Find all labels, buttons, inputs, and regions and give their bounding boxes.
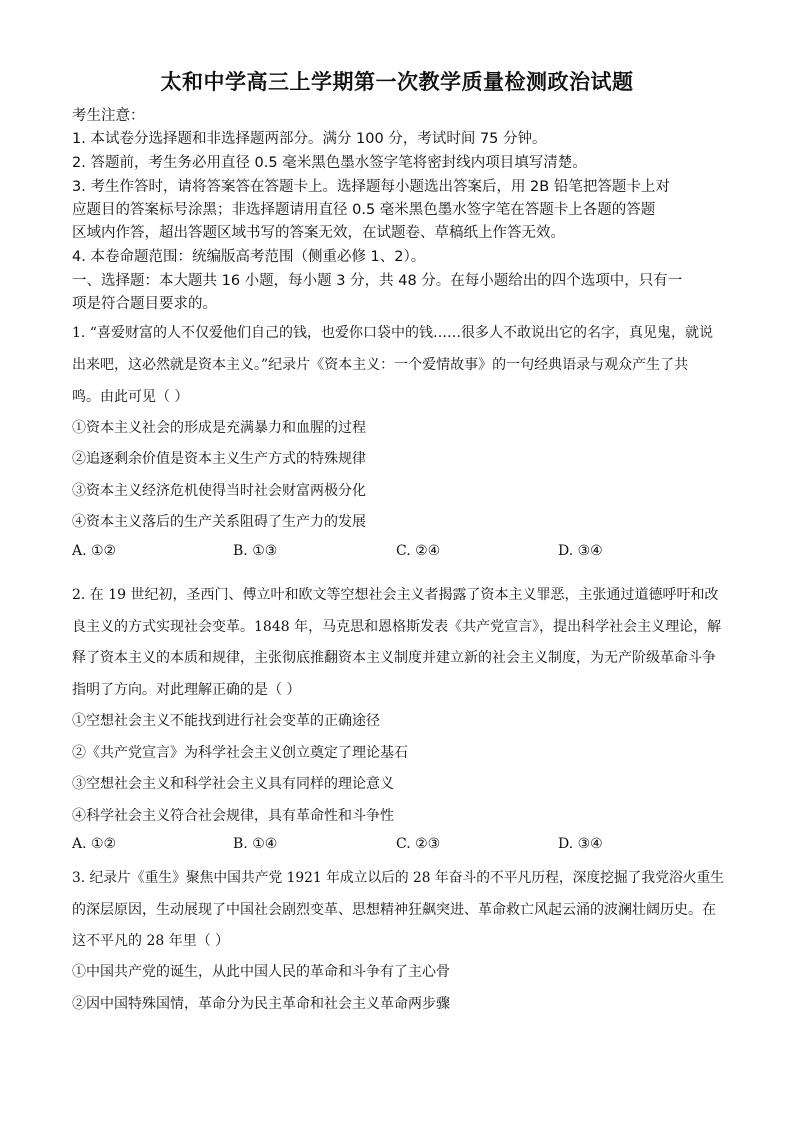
q1-option-d: D. ③④ bbox=[558, 543, 603, 559]
notice-item-3-line-3: 区域内作答，超出答题区域书写的答案无效，在试题卷、草稿纸上作答无效。 bbox=[72, 225, 565, 241]
q1-statement-3: ③资本主义经济危机使得当时社会财富两极分化 bbox=[72, 483, 366, 499]
section-heading-line-1: 一、选择题：本大题共 16 小题，每小题 3 分，共 48 分。在每小题给出的四个选项中，只有一 bbox=[72, 273, 683, 289]
q2-option-c: C. ②③ bbox=[396, 836, 441, 852]
notice-heading: 考生注意： bbox=[72, 108, 145, 124]
q2-stem-line-4: 指明了方向。对此理解正确的是（ ） bbox=[72, 682, 301, 698]
q2-stem-line-2: 良主义的方式实现社会变革。1848 年，马克思和恩格斯发表《共产党宣言》，提出科学社会主义理论，解 bbox=[72, 619, 722, 635]
q1-stem-line-1: 1. “喜爱财富的人不仅爱他们自己的钱，也爱你口袋中的钱……很多人不敢说出它的名字，真见鬼，就说 bbox=[72, 325, 713, 341]
q2-statement-4: ④科学社会主义符合社会规律，具有革命性和斗争性 bbox=[72, 808, 394, 824]
q3-stem-line-2: 的深层原因，生动展现了中国社会剧烈变革、思想精神狂飙突进、革命救亡风起云涌的波澜壮阔历史。在 bbox=[72, 902, 716, 918]
q2-stem-line-1: 2. 在 19 世纪初，圣西门、傅立叶和欧文等空想社会主义者揭露了资本主义罪恶，主张通过道德呼吁和改 bbox=[72, 587, 719, 603]
notice-item-3-line-1: 3. 考生作答时，请将答案答在答题卡上。选择题每小题选出答案后，用 2B 铅笔把答题卡上对 bbox=[72, 179, 670, 195]
q1-stem-line-3: 鸣。由此可见（ ） bbox=[72, 389, 189, 405]
q1-option-c: C. ②④ bbox=[396, 543, 441, 559]
notice-item-1: 1. 本试卷分选择题和非选择题两部分。满分 100 分，考试时间 75 分钟。 bbox=[72, 131, 547, 147]
q1-stem-line-2: 出来吧，这必然就是资本主义。”纪录片《资本主义：一个爱情故事》的一句经典语录与观众产生了共 bbox=[72, 357, 689, 373]
q2-stem-line-3: 释了资本主义的本质和规律，主张彻底推翻资本主义制度并建立新的社会主义制度，为无产阶级革命斗争 bbox=[72, 650, 716, 666]
q1-option-b: B. ①③ bbox=[233, 543, 278, 559]
q2-statement-2: ②《共产党宣言》为科学社会主义创立奠定了理论基石 bbox=[72, 745, 408, 761]
q2-option-a: A. ①② bbox=[72, 836, 117, 852]
q3-stem-line-3: 这不平凡的 28 年里（ ） bbox=[72, 933, 230, 949]
q2-option-d: D. ③④ bbox=[558, 836, 603, 852]
page-title: 太和中学高三上学期第一次教学质量检测政治试题 bbox=[160, 70, 634, 94]
q2-option-b: B. ①④ bbox=[233, 836, 278, 852]
section-heading-line-2: 项是符合题目要求的。 bbox=[72, 296, 217, 312]
q2-statement-3: ③空想社会主义和科学社会主义具有同样的理论意义 bbox=[72, 776, 394, 792]
notice-item-2: 2. 答题前，考生务必用直径 0.5 毫米黑色墨水签字笔将密封线内项目填写清楚。 bbox=[72, 155, 587, 171]
notice-item-4: 4. 本卷命题范围：统编版高考范围（侧重必修 1、2）。 bbox=[72, 249, 426, 265]
q1-statement-4: ④资本主义落后的生产关系阻碍了生产力的发展 bbox=[72, 514, 366, 530]
q3-statement-2: ②因中国特殊国情，革命分为民主革命和社会主义革命两步骤 bbox=[72, 996, 450, 1012]
q1-option-a: A. ①② bbox=[72, 543, 117, 559]
q2-statement-1: ①空想社会主义不能找到进行社会变革的正确途径 bbox=[72, 713, 380, 729]
q3-statement-1: ①中国共产党的诞生，从此中国人民的革命和斗争有了主心骨 bbox=[72, 964, 450, 980]
q1-statement-1: ①资本主义社会的形成是充满暴力和血腥的过程 bbox=[72, 420, 366, 436]
q1-statement-2: ②追逐剩余价值是资本主义生产方式的特殊规律 bbox=[72, 451, 366, 467]
notice-item-3-line-2: 应题目的答案标号涂黑；非选择题请用直径 0.5 毫米黑色墨水签字笔在答题卡上各题的答题 bbox=[72, 202, 656, 218]
q3-stem-line-1: 3. 纪录片《重生》聚焦中国共产党 1921 年成立以后的 28 年奋斗的不平凡历程，深度挖掘了我党浴火重生 bbox=[72, 870, 725, 886]
